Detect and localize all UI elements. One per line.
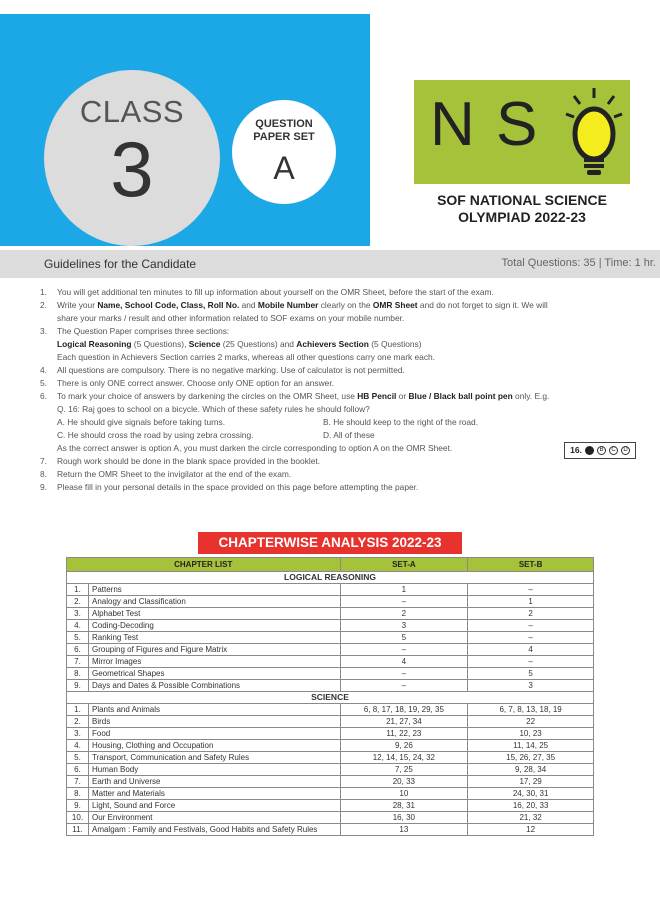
set-a-questions: 13 — [340, 824, 468, 836]
caption-line2: OLYMPIAD 2022-23 — [458, 209, 586, 225]
set-b-questions: 12 — [468, 824, 594, 836]
nso-logo — [414, 80, 630, 184]
set-a-questions: 28, 31 — [340, 800, 468, 812]
set-b-questions: 2 — [468, 608, 594, 620]
chapter-number: 4. — [67, 620, 89, 632]
set-a-questions: – — [340, 644, 468, 656]
table-row — [67, 608, 594, 620]
set-a-questions: 10 — [340, 788, 468, 800]
chapter-name: Human Body — [88, 764, 340, 776]
set-b-questions: 4 — [468, 644, 594, 656]
class-badge — [44, 70, 220, 246]
set-a-questions: 7, 25 — [340, 764, 468, 776]
chapter-name: Light, Sound and Force — [88, 800, 340, 812]
instruction-7: 7. Rough work should be done in the blank space provided in the booklet. — [40, 456, 321, 466]
set-a-questions: 12, 14, 15, 24, 32 — [340, 752, 468, 764]
example-option-a: A. He should give signals before taking turns. — [57, 417, 226, 427]
set-b-questions: 24, 30, 31 — [468, 788, 594, 800]
set-a-questions: 9, 26 — [340, 740, 468, 752]
set-a-questions: 21, 27, 34 — [340, 716, 468, 728]
olympiad-caption — [414, 192, 630, 226]
chapter-name: Grouping of Figures and Figure Matrix — [88, 644, 340, 656]
set-b-questions: 15, 26, 27, 35 — [468, 752, 594, 764]
chapter-name: Alphabet Test — [88, 608, 340, 620]
table-row — [67, 776, 594, 788]
table-row — [67, 644, 594, 656]
instruction-3-marks: Each question in Achievers Section carries 2 marks, whereas all other questions carry one mark each. — [57, 352, 435, 362]
set-a-questions: – — [340, 596, 468, 608]
instructions-list — [40, 286, 636, 494]
chapter-name: Analogy and Classification — [88, 596, 340, 608]
chapter-number: 2. — [67, 596, 89, 608]
chapter-name: Patterns — [88, 584, 340, 596]
set-b-questions: 22 — [468, 716, 594, 728]
instruction-8: 8. Return the OMR Sheet to the invigilator at the end of the exam. — [40, 469, 292, 479]
table-row — [67, 740, 594, 752]
table-row — [67, 800, 594, 812]
table-row — [67, 764, 594, 776]
table-row — [67, 620, 594, 632]
chapter-name: Our Environment — [88, 812, 340, 824]
set-b-questions: 10, 23 — [468, 728, 594, 740]
instruction-1: 1. You will get additional ten minutes to fill up information about yourself on the OMR Sheet, before the start of the exam. — [40, 287, 494, 297]
set-a-questions: 11, 22, 23 — [340, 728, 468, 740]
table-row — [67, 668, 594, 680]
chapter-name: Birds — [88, 716, 340, 728]
chapter-number: 11. — [67, 824, 89, 836]
example-option-c: C. He should cross the road by using zebra crossing. — [57, 430, 254, 440]
section-row-science — [67, 692, 594, 704]
analysis-title: CHAPTERWISE ANALYSIS 2022-23 — [198, 532, 462, 554]
paper-set-label-line1: QUESTION — [255, 118, 313, 130]
table-row — [67, 704, 594, 716]
filled-bubble-icon — [585, 446, 594, 455]
chapter-name: Earth and Universe — [88, 776, 340, 788]
chapter-number: 2. — [67, 716, 89, 728]
chapterwise-table — [66, 557, 594, 836]
paper-set-label — [232, 118, 336, 144]
set-a-questions: 16, 30 — [340, 812, 468, 824]
chapter-number: 7. — [67, 776, 89, 788]
set-b-questions: 11, 14, 25 — [468, 740, 594, 752]
chapter-number: 4. — [67, 740, 89, 752]
chapter-number: 1. — [67, 584, 89, 596]
chapter-number: 9. — [67, 680, 89, 692]
chapter-number: 1. — [67, 704, 89, 716]
set-a-questions: 20, 33 — [340, 776, 468, 788]
chapter-name: Plants and Animals — [88, 704, 340, 716]
chapter-number: 7. — [67, 656, 89, 668]
chapter-name: Transport, Communication and Safety Rules — [88, 752, 340, 764]
chapter-number: 9. — [67, 800, 89, 812]
exam-meta: Total Questions: 35 | Time: 1 hr. — [501, 257, 656, 269]
example-note: As the correct answer is option A, you must darken the circle corresponding to option A on the OMR Sheet. 16. B C D — [40, 442, 636, 455]
caption-line1: SOF NATIONAL SCIENCE — [437, 192, 607, 208]
set-a-questions: 4 — [340, 656, 468, 668]
set-a-questions: 6, 8, 17, 18, 19, 29, 35 — [340, 704, 468, 716]
chapter-number: 3. — [67, 728, 89, 740]
chapter-name: Matter and Materials — [88, 788, 340, 800]
chapter-name: Geometrical Shapes — [88, 668, 340, 680]
header-chapter: CHAPTER LIST — [67, 558, 341, 572]
set-b-questions: – — [468, 584, 594, 596]
set-a-questions: – — [340, 668, 468, 680]
chapter-number: 8. — [67, 788, 89, 800]
table-row — [67, 680, 594, 692]
set-b-questions: 1 — [468, 596, 594, 608]
logo-letter-n: N — [430, 90, 475, 159]
section-title: SCIENCE — [67, 692, 594, 704]
example-options-cd — [40, 429, 636, 442]
section-title: LOGICAL REASONING — [67, 572, 594, 584]
table-body — [67, 572, 594, 836]
table-row — [67, 632, 594, 644]
instruction-5: 5. There is only ONE correct answer. Choose only ONE option for an answer. — [40, 378, 334, 388]
logo-letter-s: S — [496, 90, 538, 159]
set-a-questions: 2 — [340, 608, 468, 620]
table-row — [67, 752, 594, 764]
set-b-questions: 9, 28, 34 — [468, 764, 594, 776]
table-row — [67, 812, 594, 824]
header-set-b: SET-B — [468, 558, 594, 572]
instruction-2: 2. Write your Name, School Code, Class, Roll No. and Mobile Number clearly on the OMR Sheet and do not forget to sign it. We will share your marks / result and other information related to SOF exams on your mobile number. — [40, 300, 548, 323]
table-row — [67, 716, 594, 728]
instruction-3-sections: Logical Reasoning (5 Questions), Science (25 Questions) and Achievers Section (5 Questions) — [57, 339, 422, 349]
paper-set-label-line2: PAPER SET — [253, 131, 315, 143]
bubble-d-icon: D — [621, 446, 630, 455]
bubble-b-icon: B — [597, 446, 606, 455]
instruction-9: 9. Please fill in your personal details in the space provided on this page before attempting the paper. — [40, 482, 419, 492]
set-a-questions: 1 — [340, 584, 468, 596]
example-options-ab — [40, 416, 636, 429]
chapter-name: Food — [88, 728, 340, 740]
paper-set-badge — [232, 100, 336, 204]
instruction-6: 6. To mark your choice of answers by darkening the circles on the OMR Sheet, use HB Pencil or Blue / Black ball point pen only. E.g. — [40, 391, 550, 401]
set-b-questions: 16, 20, 33 — [468, 800, 594, 812]
instruction-3: 3. The Question Paper comprises three sections: — [40, 326, 230, 336]
set-b-questions: 21, 32 — [468, 812, 594, 824]
chapter-number: 3. — [67, 608, 89, 620]
class-number: 3 — [110, 125, 154, 213]
chapter-number: 8. — [67, 668, 89, 680]
paper-set-letter: A — [273, 150, 295, 186]
class-label: CLASS — [79, 94, 185, 129]
set-a-questions: 3 — [340, 620, 468, 632]
chapter-name: Housing, Clothing and Occupation — [88, 740, 340, 752]
bubble-c-icon: C — [609, 446, 618, 455]
light-bulb-icon — [564, 84, 624, 180]
table-row — [67, 728, 594, 740]
example-option-b: B. He should keep to the right of the road. — [323, 417, 479, 427]
set-b-questions: 17, 29 — [468, 776, 594, 788]
chapter-name: Ranking Test — [88, 632, 340, 644]
set-b-questions: 6, 7, 8, 13, 18, 19 — [468, 704, 594, 716]
chapter-name: Mirror Images — [88, 656, 340, 668]
chapter-name: Coding-Decoding — [88, 620, 340, 632]
example-question: Q. 16: Raj goes to school on a bicycle. Which of these safety rules he should follow? — [57, 404, 370, 414]
guidelines-title: Guidelines for the Candidate — [44, 257, 197, 271]
table-row — [67, 656, 594, 668]
omr-sample: 16. B C D — [564, 442, 636, 459]
table-header-row — [67, 558, 594, 572]
set-b-questions: – — [468, 656, 594, 668]
set-b-questions: 3 — [468, 680, 594, 692]
table-row — [67, 788, 594, 800]
table-row — [67, 824, 594, 836]
chapter-number: 5. — [67, 752, 89, 764]
set-b-questions: – — [468, 632, 594, 644]
chapter-number: 5. — [67, 632, 89, 644]
chapter-number: 10. — [67, 812, 89, 824]
chapter-name: Amalgam : Family and Festivals, Good Habits and Safety Rules — [88, 824, 340, 836]
set-b-questions: 5 — [468, 668, 594, 680]
chapter-name: Days and Dates & Possible Combinations — [88, 680, 340, 692]
set-b-questions: – — [468, 620, 594, 632]
table-row — [67, 584, 594, 596]
chapter-number: 6. — [67, 644, 89, 656]
section-row-logical — [67, 572, 594, 584]
instruction-4: 4. All questions are compulsory. There is no negative marking. Use of calculator is not permitted. — [40, 365, 405, 375]
set-a-questions: 5 — [340, 632, 468, 644]
guidelines-bar — [0, 250, 660, 278]
chapter-number: 6. — [67, 764, 89, 776]
header-set-a: SET-A — [340, 558, 468, 572]
example-option-d: D. All of these — [323, 430, 375, 440]
set-a-questions: – — [340, 680, 468, 692]
table-row — [67, 596, 594, 608]
